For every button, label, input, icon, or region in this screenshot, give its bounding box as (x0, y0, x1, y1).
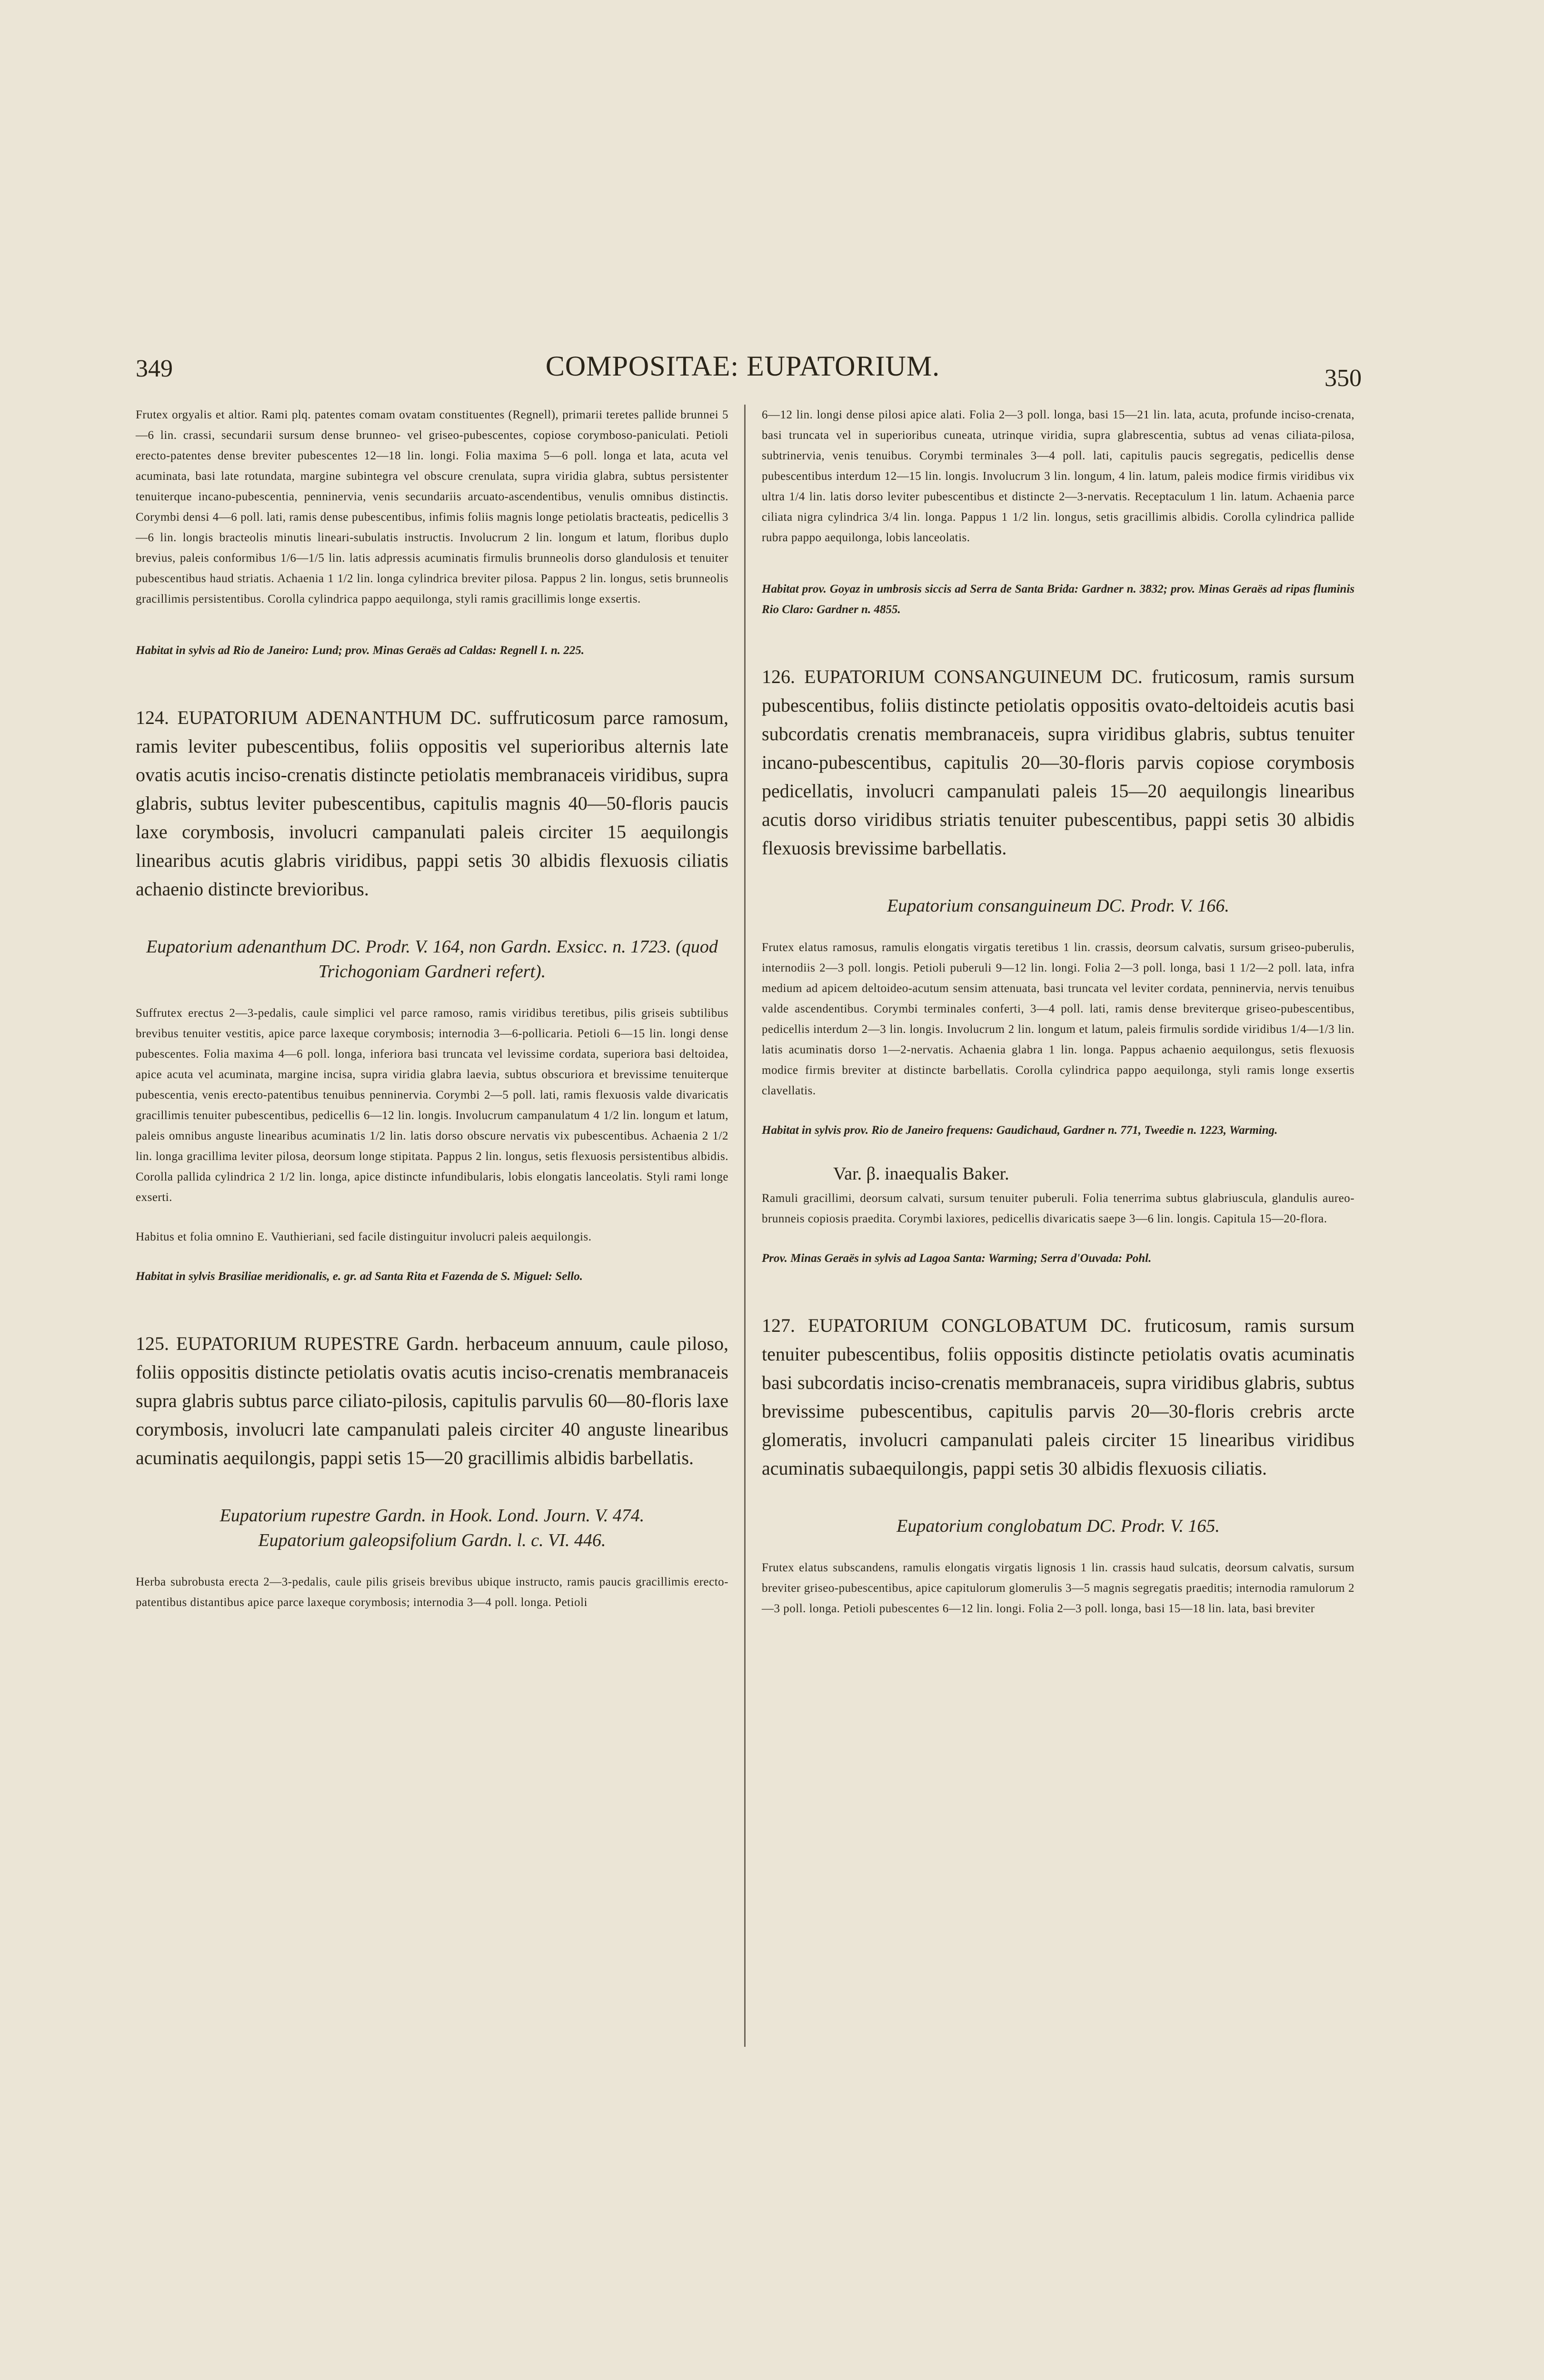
variety-habitat: Prov. Minas Geraës in sylvis ad Lagoa Santa: Warming; Serra d'Ouvada: Pohl. (762, 1252, 1152, 1265)
column-divider (744, 405, 746, 2047)
running-title: COMPOSITAE: EUPATORIUM. (545, 350, 940, 382)
species-125-synonym-2: Eupatorium galeopsifolium Gardn. l. c. VI. 446. (258, 1530, 606, 1550)
species-127-description: Frutex elatus subscandens, ramulis elongatis virgatis lignosis 1 lin. crassis haud sulcatis, deorsum calvatis, sursum breviter griseo-pubescentibus, apice capitulorum glomerulis 3—5 magnis segregatis praeditis; internodia ramulorum 2—3 poll. longa. Petioli pubescentes 6—12 lin. longi. Folia 2—3 poll. longa, basi 15—18 lin. lata, basi breviter (762, 1561, 1355, 1615)
description-continued: Frutex orgyalis et altior. Rami plq. patentes comam ovatam constituentes (Regnell), primarii teretes pallide brunnei 5—6 lin. crassi, secundarii sursum dense brunneo- vel griseo-pubescentes, copiose corymboso-paniculati. Petioli erecto-patentes dense breviter pubescentes 12—18 lin. longi. Folia maxima 5—6 poll. longa et lata, acuta vel acuminata, basi late rotundata, margine subintegra vel obscure crenulata, supra viridia glabra, subtus persistenter tenuiterque incano-pubescentia, penninervia, venis secundariis arcuato-ascendentibus, venulis omnibus distinctis. Corymbi densi 4—6 poll. lati, ramis dense pubescentibus, infimis foliis magnis longe petiolatis bracteatis, pedicellis 3—6 lin. longis bracteolis minutis lineari-subulatis instructis. Involucrum 2 lin. longum et latum, floribus duplo brevius, paleis conformibus 1/6—1/5 lin. latis adpressis acuminatis firmulis brunneolis dorso glandulosis et tenuiter pubescentibus haud striatis. Achaenia 1 1/2 lin. longa cylindrica breviter pilosa. Pappus 2 lin. longus, setis brunneolis gracillimis persistentibus. Corolla cylindrica pappo aequilonga, styli ramis gracillimis longe exsertis. (136, 408, 728, 605)
habitat-note: Habitat in sylvis ad Rio de Janeiro: Lund; prov. Minas Geraës ad Caldas: Regnell I. n. 225. (136, 644, 585, 657)
species-125-description: Herba subrobusta erecta 2—3-pedalis, caule pilis griseis brevibus ubique instructo, ramis paucis gracillimis erecto-patentibus distantibus apice parce laxeque corymbosis; internodia 3—4 poll. longa. Petioli (136, 1576, 728, 1609)
species-126-diagnosis: 126. EUPATORIUM CONSANGUINEUM DC. fruticosum, ramis sursum pubescentibus, foliis distincte petiolatis oppositis ovato-deltoideis acutis basi subcordatis crenatis membranaceis, supra viridibus glabris, subtus tenuiter incano-pubescentibus, capitulis 20—30-floris parvis copiose corymbosis pedicellatis, involucri campanulati paleis 15—20 aequilongis linearibus acutis dorso viridibus striatis tenuiter pubescentibus, pappi setis 30 albidis flexuosis brevissime barbellatis. (762, 666, 1355, 859)
running-header (129, 350, 1362, 393)
variety-label: Var. β. inaequalis Baker. (833, 1164, 1009, 1184)
species-124-synonym: Eupatorium adenanthum DC. Prodr. V. 164, non Gardn. Exsicc. n. 1723. (quod Trichogoniam Gardneri refert). (146, 937, 718, 982)
left-column (136, 405, 728, 1613)
species-126-habitat: Habitat in sylvis prov. Rio de Janeiro frequens: Gaudichaud, Gardner n. 771, Tweedie n. 1223, Warming. (762, 1124, 1278, 1137)
species-126-synonym: Eupatorium consanguineum DC. Prodr. V. 166. (887, 896, 1229, 916)
page-number-left: 349 (136, 355, 173, 382)
right-column (762, 405, 1355, 1619)
species-124-description: Suffrutex erectus 2—3-pedalis, caule simplici vel parce ramoso, ramis viridibus teretibus, pilis griseis subtilibus brevibus tenuiter vestitis, apice parce laxeque corymbosis; internodia 3—6-pollicaria. Petioli 6—15 lin. longi dense pubescentes. Folia maxima 4—6 poll. longa, inferiora basi truncata vel levissime cordata, superiora basi deltoidea, apice acuta vel acuminata, margine incisa, supra viridia glabra laevia, subtus obscuriora et brevissime tenuiterque pubescentia, venis erecto-patentibus tenuibus penninervia. Corymbi 2—5 poll. lati, ramis flexuosis valde divaricatis gracillimis tenuiter pubescentibus, pedicellis 6—12 lin. longis. Involucrum campanulatum 4 1/2 lin. longum et latum, paleis omnibus anguste linearibus acuminatis 1/2 lin. latis dorso obscure nervatis vix pubescentibus. Achaenia 2 1/2 lin. longa gracillima leviter pilosa, deorsum longe stipitata. Pappus 2 lin. longus, setis flexuosis persistentibus albidis. Corolla pallida cylindrica 2 1/2 lin. longa, apice distincte infundibularis, lobis elongatis lanceolatis. Styli rami longe exserti. (136, 1007, 728, 1204)
species-124-note: Habitus et folia omnino E. Vauthieriani, sed facile distinguitur involucri paleis aequilongis. (136, 1230, 592, 1243)
species-124-diagnosis: 124. EUPATORIUM ADENANTHUM DC. suffruticosum parce ramosum, ramis leviter pubescentibus, foliis oppositis vel superioribus alternis late ovatis acutis inciso-crenatis distincte petiolatis membranaceis viridibus, supra glabris, subtus leviter pubescentibus, capitulis magnis 40—50-floris paucis laxe corymbosis, involucri campanulati paleis circiter 15 aequilongis linearibus acutis glabris viridibus, pappi setis 30 albidis flexuosis ciliatis achaenio distincte brevioribus. (136, 707, 728, 900)
page-number-right: 350 (1325, 365, 1362, 392)
species-127-diagnosis: 127. EUPATORIUM CONGLOBATUM DC. fruticosum, ramis sursum tenuiter pubescentibus, foliis oppositis distincte petiolatis ovatis acuminatis basi subcordatis inciso-crenatis membranaceis, supra viridibus glabris, subtus brevissime pubescentibus, capitulis parvis 20—30-floris crebris arcte glomeratis, involucri campanulati paleis circiter 15 linearibus viridibus acuminatis subaequilongis, pappi setis 30 albidis flexuosis ciliatis. (762, 1315, 1355, 1479)
species-127-synonym: Eupatorium conglobatum DC. Prodr. V. 165. (897, 1516, 1220, 1536)
variety-description: Ramuli gracillimi, deorsum calvati, sursum tenuiter puberuli. Folia tenerrima subtus glabriuscula, glandulis aureo-brunneis copiosis praedita. Corymbi laxiores, pedicellis divaricatis saepe 3—6 lin. longis. Capitula 15—20-flora. (762, 1192, 1355, 1225)
species-126-description: Frutex elatus ramosus, ramulis elongatis virgatis teretibus 1 lin. crassis, deorsum calvatis, sursum griseo-puberulis, internodiis 2—3 poll. longis. Petioli puberuli 9—12 lin. longi. Folia 2—3 poll. longa, basi 1 1/2—2 poll. lata, infra medium ad apicem deltoideo-acutum sensim attenuata, basi truncata vel leviter cordata, penninervia, nervis tenuibus valde ascendentibus. Corymbi terminales conferti, 3—4 poll. lati, ramis dense breviterque griseo-pubescentibus, pedicellis interdum 2—3 lin. longis. Involucrum 2 lin. longum et latum, paleis firmulis sordide viridibus 1/4—1/3 lin. latis acuminatis dorso 1—2-nervatis. Achaenia glabra 1 lin. longa. Pappus achaenio aequilongus, setis flexuosis modice firmis breviter at distincte barbellatis. Corolla cylindrica pappo aequilonga, styli ramis longe exsertis clavellatis. (762, 941, 1355, 1097)
species-124-habitat: Habitat in sylvis Brasiliae meridionalis, e. gr. ad Santa Rita et Fazenda de S. Miguel: Sello. (136, 1270, 583, 1283)
species-125-diagnosis: 125. EUPATORIUM RUPESTRE Gardn. herbaceum annuum, caule piloso, foliis oppositis distincte petiolatis ovatis acutis inciso-crenatis membranaceis supra glabris subtus parce ciliato-pilosis, capitulis parvulis 60—80-floris laxe corymbosis, involucri late campanulati paleis circiter 40 anguste linearibus acuminatis aequilongis, pappi setis 15—20 gracillimis albidis barbellatis. (136, 1333, 728, 1468)
species-125-description-continued: 6—12 lin. longi dense pilosi apice alati. Folia 2—3 poll. longa, basi 15—21 lin. lata, acuta, profunde inciso-crenata, basi truncata vel in superioribus cuneata, utrinque viridia, supra glabrescentia, subtus ad venas ciliata-pilosa, subtrinervia, venis tenuibus. Corymbi terminales 3—4 poll. lati, capitulis paucis segregatis, pedicellis dense pubescentibus interdum 12—15 lin. longis. Involucrum 3 lin. longum, 4 lin. latum, paleis modice firmis viridibus vix ultra 1/4 lin. latis dorso leviter pubescentibus et distincte 2—3-nervatis. Receptaculum 1 lin. latum. Achaenia parce ciliata nigra cylindrica 3/4 lin. longa. Pappus 1 1/2 lin. longus, setis gracillimis albidis. Corolla cylindrica pallide rubra pappo aequilonga, lobis lanceolatis. (762, 408, 1355, 544)
species-125-synonym-1: Eupatorium rupestre Gardn. in Hook. Lond. Journ. V. 474. (219, 1506, 645, 1526)
species-125-habitat: Habitat prov. Goyaz in umbrosis siccis ad Serra de Santa Brida: Gardner n. 3832; prov. Minas Geraës ad ripas fluminis Rio Claro: Gardner n. 4855. (762, 583, 1355, 616)
